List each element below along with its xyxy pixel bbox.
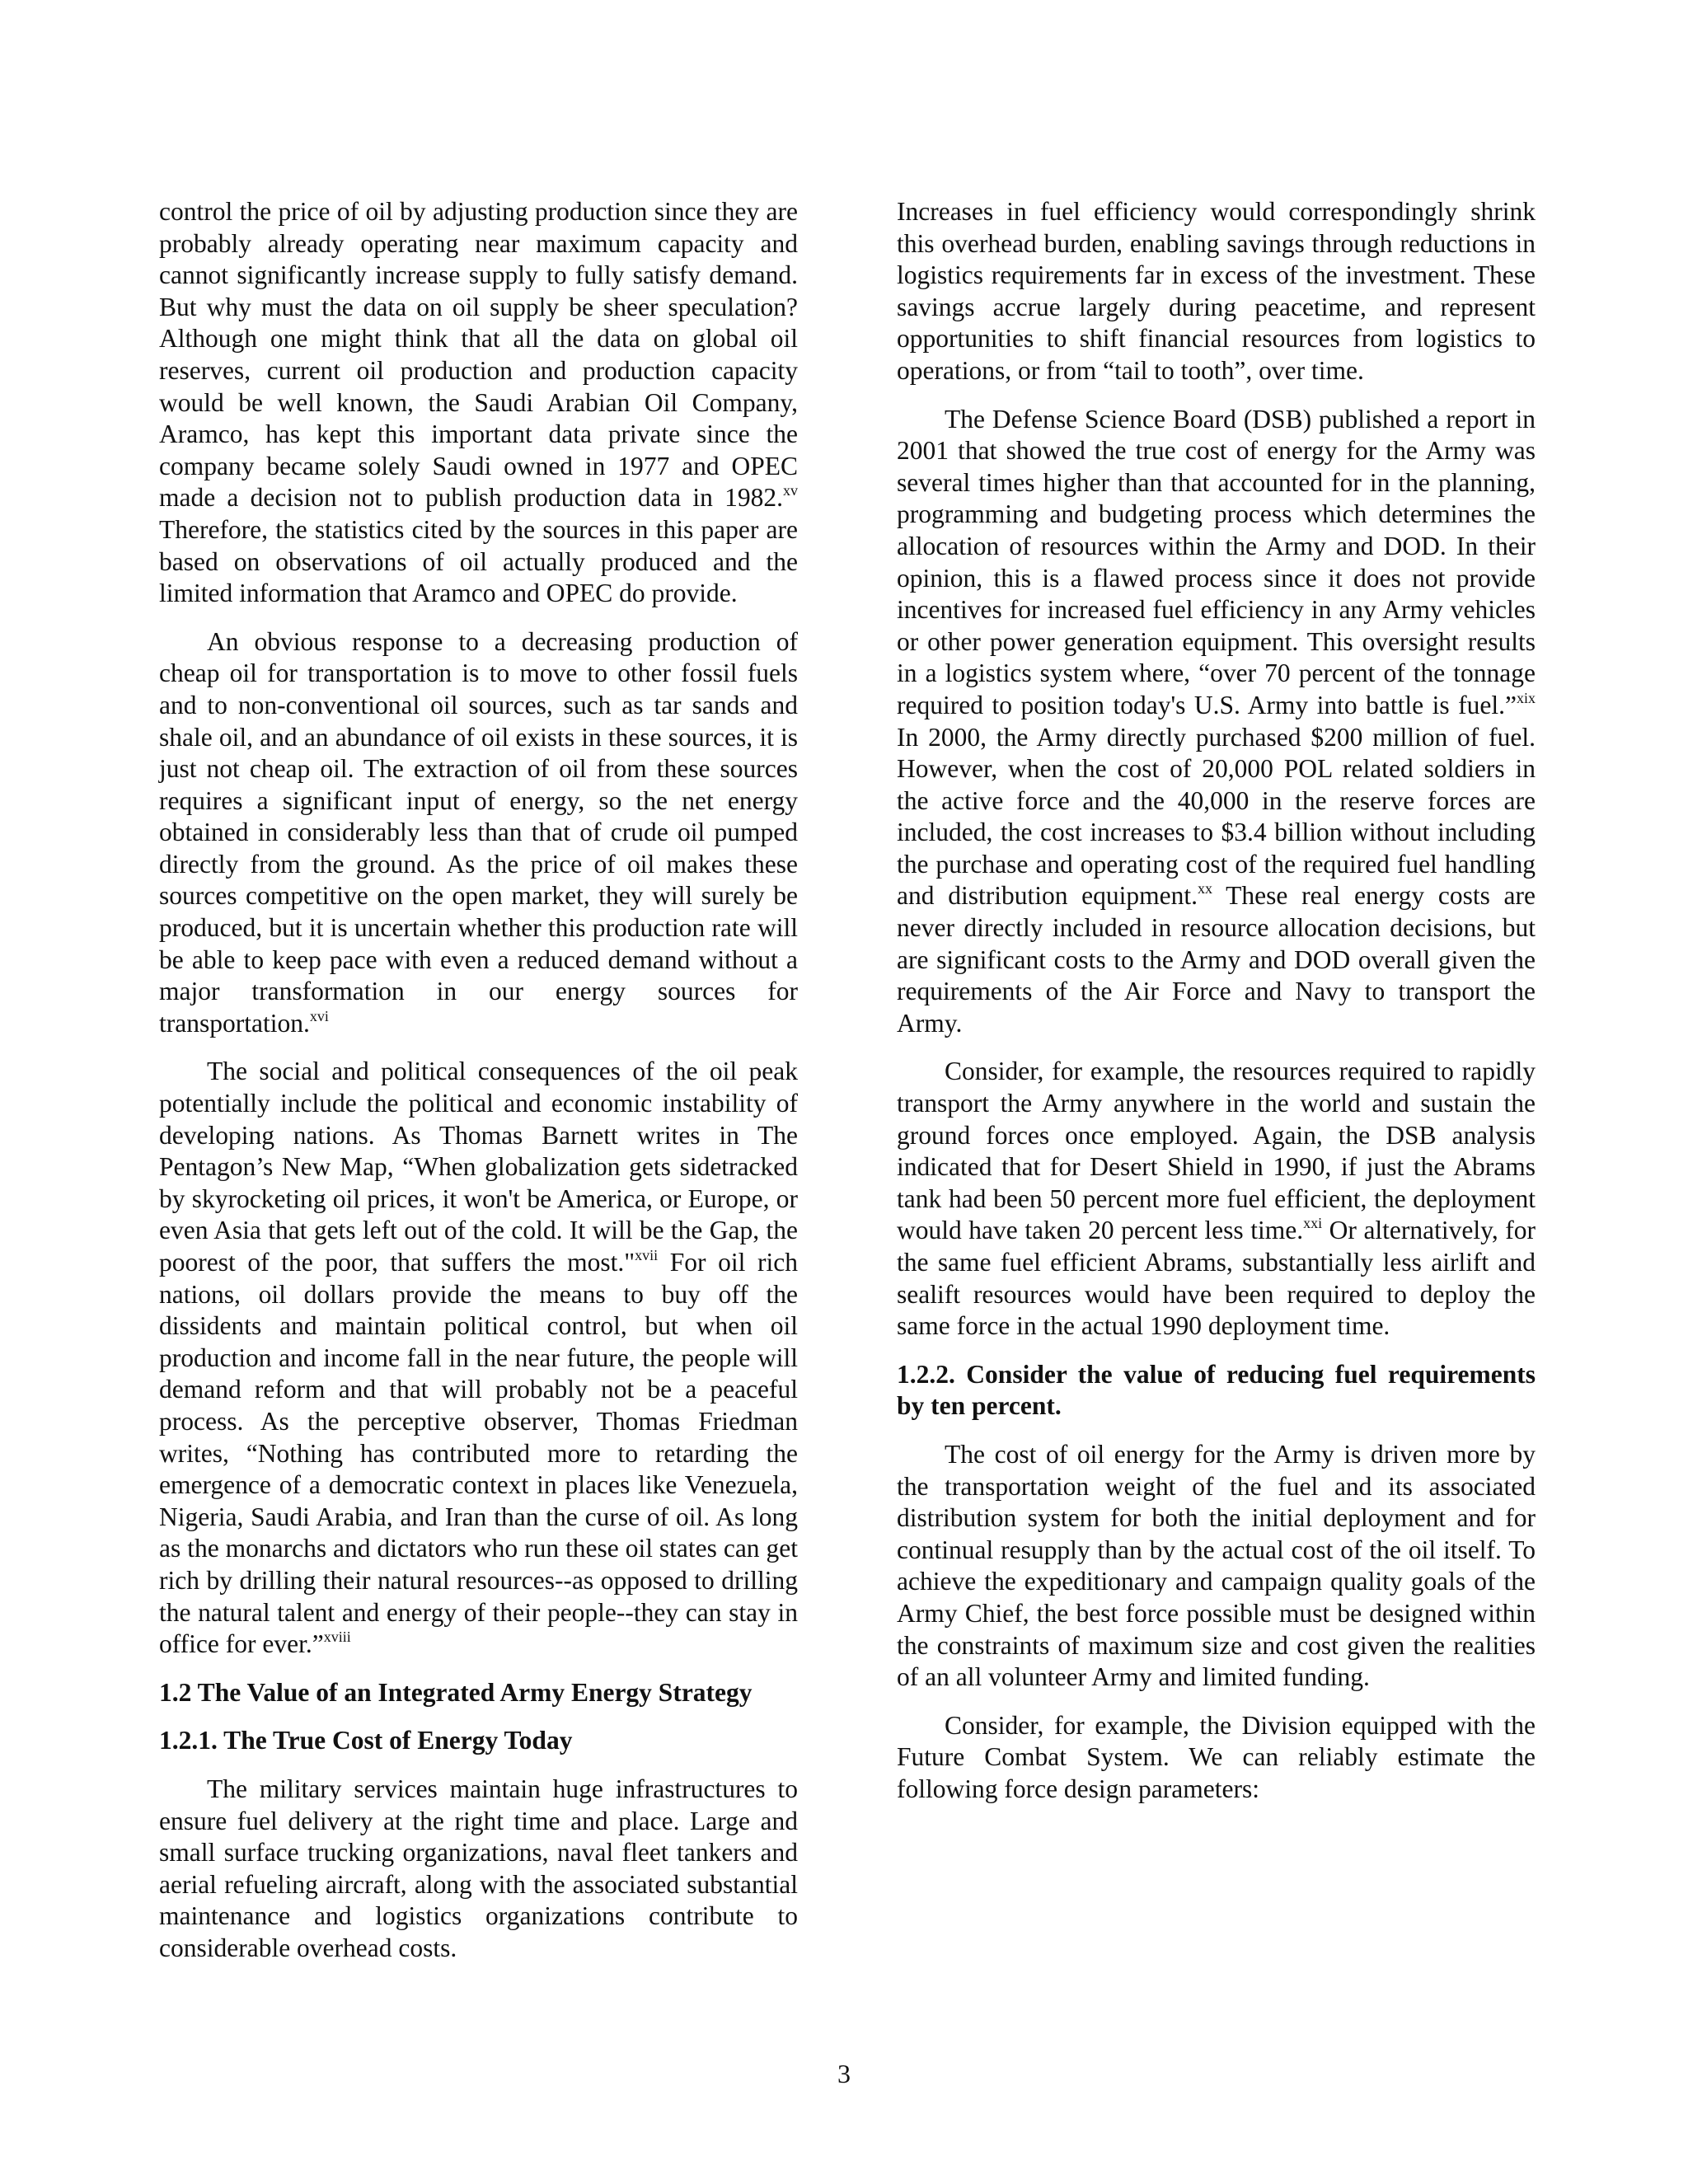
endnote-marker: xviii [323,1629,351,1646]
section-heading-1-2-1: 1.2.1. The True Cost of Energy Today [159,1726,573,1755]
paragraph-oil-energy-cost [897,1439,1536,1694]
paragraph-social-political [159,1056,798,1660]
paragraph-text: An obvious response to a decreasing production of cheap oil for transportation is to move to other fossil fuels and to non-conventional oil sources, such as tar sands and shale oil, and an abundance of oil exists in these sources, it is just not cheap oil. The extraction of oil from these sources requires a significant input of energy, so the net energy obtained in considerably less than that of crude oil pumped directly from the ground. As the price of oil makes these sources competitive on the open market, they will surely be produced, but it is uncertain whether this production rate will be able to keep pace with even a reduced demand without a major transformation in our energy sources for transportation. [159,626,798,1038]
paragraph-infrastructure [159,1774,798,1965]
left-column [159,196,798,1980]
paragraph-text: control the price of oil by adjusting production since they are probably already operating near maximum capacity and cannot significantly increase supply to fully satisfy demand. But why must the data on oil supply be sheer speculation? Although one might think that all the data on global oil reserves, current oil production and production capacity would be well known, the Saudi Arabian Oil Company, Aramco, has kept this important data private since the company became solely Saudi owned in 1977 and OPEC made a decision not to publish production data in 1982. [159,197,798,513]
paragraph-text: The cost of oil energy for the Army is driven more by the transportation weight of the fuel and its associated distribution system for both the initial deployment and for continual resupply than by the actual cost of the oil itself. To achieve the expeditionary and campaign quality goals of the Army Chief, the best force possible must be designed within the constraints of maximum size and cost given the realities of an all volunteer Army and limited funding. [897,1439,1536,1692]
paragraph-dsb-report [897,404,1536,1040]
paragraph-text: Therefore, the statistics cited by the sources in this paper are based on observations of oil actually produced and the limited information that Aramco and OPEC do provide. [159,514,798,608]
page-number: 3 [837,2059,851,2088]
paragraph-text: Increases in fuel efficiency would correspondingly shrink this overhead burden, enabling savings through reductions in logistics requirements far in excess of the investment. These savings accrue largely during peacetime, and represent opportunities to shift financial resources from logistics to operations, or from “tail to tooth”, over time. [897,197,1536,385]
endnote-marker: xvii [635,1247,659,1263]
endnote-marker: xxi [1303,1215,1323,1232]
right-column [897,196,1536,1822]
section-heading-1-2-2: 1.2.2. Consider the value of reducing fuel requirements by ten percent. [897,1359,1536,1421]
paragraph-future-combat-system [897,1710,1536,1806]
paragraph-text: The social and political consequences of the oil peak potentially include the political and economic instability of developing nations. As Thomas Barnett writes in The Pentagon’s New Map, “When globalization gets sidetracked by skyrocketing oil prices, it won't be America, or Europe, or even Asia that gets left out of the cold. It will be the Gap, the poorest of the poor, that suffers the most." [159,1057,798,1277]
paragraph-fuel-efficiency [897,196,1536,387]
paragraph-text: Or alternatively, for the same fuel efficient Abrams, substantially less airlift and sealift resources would have been required to deploy the same force in the actual 1990 deployment time. [897,1216,1536,1341]
paragraph-text: These real energy costs are never directly included in resource allocation decisions, but are significant costs to the Army and DOD overall given the requirements of the Air Force and Navy to transport the Army. [897,881,1536,1038]
paragraph-text: The military services maintain huge infrastructures to ensure fuel delivery at the right time and place. Large and small surface trucking organizations, naval fleet tankers and aerial refueling aircraft, along with the associated substantial maintenance and logistics organizations contribute to considerable overhead costs. [159,1774,798,1962]
paragraph-text: Consider, for example, the resources required to rapidly transport the Army anywhere in the world and sustain the ground forces once employed. Again, the DSB analysis indicated that for Desert Shield in 1990, if just the Abrams tank had been 50 percent more fuel efficient, the deployment would have taken 20 percent less time. [897,1057,1536,1245]
paragraph-text: Consider, for example, the Division equipped with the Future Combat System. We can reliably estimate the following force design parameters: [897,1710,1536,1803]
endnote-marker: xv [783,482,798,499]
endnote-marker: xx [1198,880,1213,898]
paragraph-desert-shield [897,1056,1536,1342]
paragraph-text: In 2000, the Army directly purchased $200 million of fuel. However, when the cost of 20,000 POL related soldiers in the active force and the 40,000 in the reserve forces are included, the cost increases to $3.4 billion without including the purchase and operating cost of the required fuel handling and distribution equipment. [897,722,1536,911]
paragraph-text: The Defense Science Board (DSB) published a report in 2001 that showed the true cost of energy for the Army was several times higher than that accounted for in the planning, programming and budgeting process which determines the allocation of resources within the Army and DOD. In their opinion, this is a flawed process since it does not provide incentives for increased fuel efficiency in any Army vehicles or other power generation equipment. This oversight results in a logistics system where, “over 70 percent of the tonnage required to position today's U.S. Army into battle is fuel.” [897,404,1536,719]
endnote-marker: xvi [309,1007,329,1024]
section-heading-1-2: 1.2 The Value of an Integrated Army Energy Strategy [159,1677,753,1707]
paragraph-nonconventional-oil [159,626,798,1040]
paragraph-text: For oil rich nations, oil dollars provide the means to buy off the dissidents and maintain political control, but when oil production and income fall in the near future, the people will demand reform and that will probably not be a peaceful process. As the perceptive observer, Thomas Friedman writes, “Nothing has contributed more to retarding the emergence of a democratic context in places like Venezuela, Nigeria, Saudi Arabia, and Iran than the curse of oil. As long as the monarchs and dictators who run these oil states can get rich by drilling their natural resources--as opposed to drilling the natural talent and energy of their people--they can stay in office for ever.” [159,1248,798,1659]
endnote-marker: xix [1516,689,1536,706]
paragraph-oil-data [159,196,798,610]
